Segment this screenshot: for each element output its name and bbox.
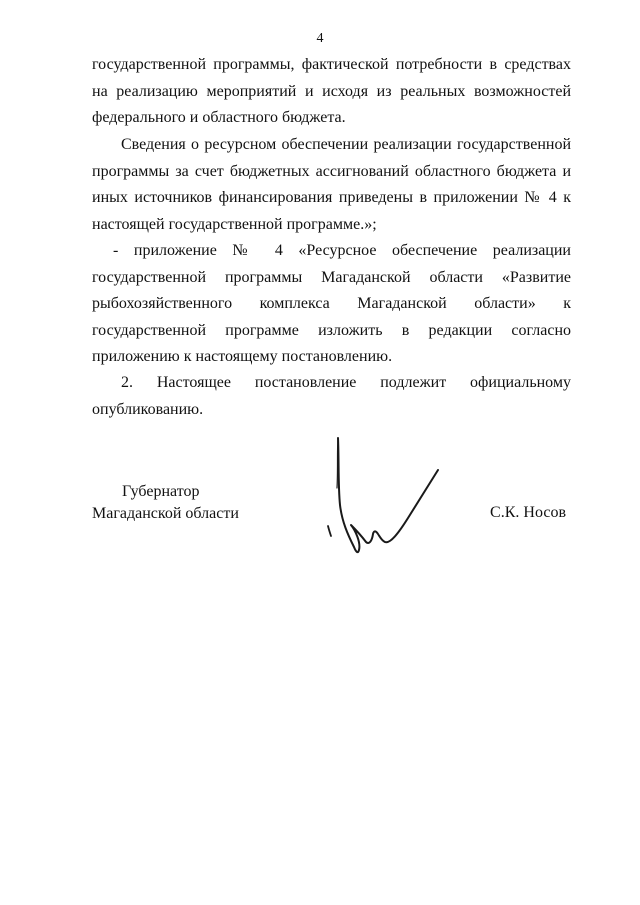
paragraph-resource-info [92, 132, 571, 238]
signatory-position: Губернатор [122, 483, 200, 500]
signatory-title [92, 481, 239, 525]
paragraph-text: государственной программы, фактической потребности в средствах на реализацию мероприятий и исходя из реальных возможностей федерального и областного бюджета. [92, 56, 571, 126]
handwritten-signature [318, 430, 448, 560]
page-number: 4 [316, 31, 324, 46]
signatory-name: С.К. Носов [490, 504, 566, 521]
paragraph-text: - приложение № 4 «Ресурсное обеспечение реализации государственной программы Магаданской области «Развитие рыбохозяйственного комплекса Магаданской области» к государственной программе изложить в редакции согласно приложению к настоящему постановлению. [92, 242, 571, 365]
paragraph-publication [92, 370, 571, 423]
paragraph-budget-continuation [92, 52, 571, 132]
signatory-region: Магаданской области [92, 505, 239, 522]
paragraph-text: Сведения о ресурсном обеспечении реализации государственной программы за счет бюджетных ассигнований областного бюджета и иных источников финансирования приведены в приложении № 4 к настоящей государственной программе.»; [92, 136, 571, 233]
paragraph-text: 2. Настоящее постановление подлежит официальному опубликованию. [92, 374, 571, 418]
paragraph-appendix-4 [92, 238, 571, 371]
